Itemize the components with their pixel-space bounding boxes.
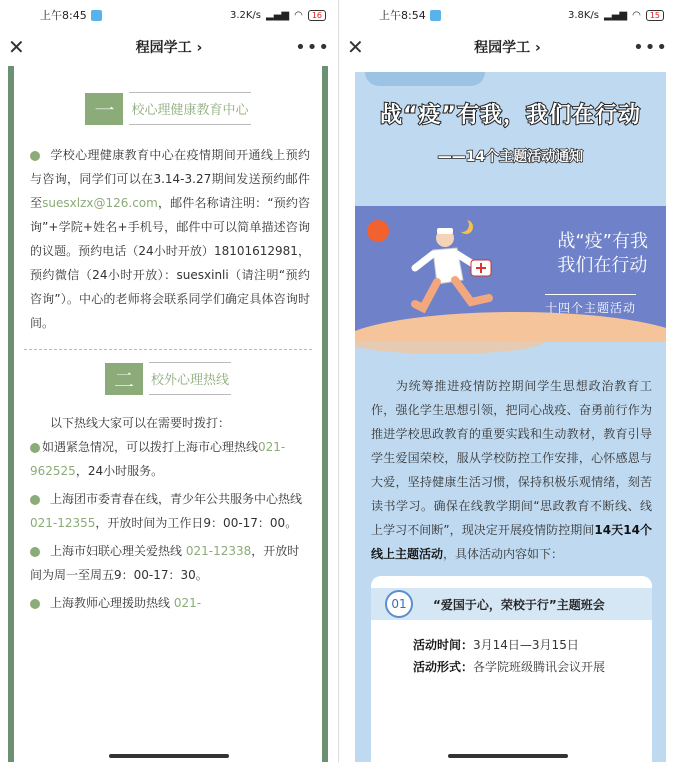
banner-text: 战“疫”有我 我们在行动 (557, 231, 648, 276)
bullet-dot-icon (30, 495, 40, 505)
activity-title: “爱国于心，荣校于行”主题班会 (433, 597, 605, 612)
phone-link[interactable]: 021-12338 (185, 544, 252, 558)
network-speed: 3.2K/s (229, 9, 261, 21)
battery-icon: 16 (308, 10, 326, 21)
poster-subtitle: ——14个主题活动通知 (437, 149, 584, 165)
page-title[interactable]: 程园学工 › (474, 40, 541, 56)
wifi-icon: ◠ (632, 9, 641, 21)
network-speed: 3.8K/s (567, 9, 599, 21)
divider (24, 349, 312, 350)
hotline-item: 上海市妇联心理关爱热线 021-12338，开放时间为周一至周五9：00-17：30。 (30, 544, 300, 582)
hotline-item: 上海教师心理援助热线 021- (14, 591, 322, 615)
more-options-icon[interactable]: ••• (295, 36, 330, 58)
status-time: 上午8:45 (40, 9, 87, 22)
bullet-dot-icon (30, 599, 40, 609)
activity-number: 01 (385, 590, 413, 618)
phone-link[interactable]: 021-12355 (30, 516, 96, 530)
hotline-item: 上海团市委青春在线，青少年公共服务中心热线021-12355，开放时间为工作日9：00-17：00。 (30, 492, 303, 530)
banner-subtext: 十四个主题活动 (545, 294, 636, 316)
cloud-decoration (365, 72, 485, 86)
right-screen (338, 0, 676, 762)
activity-form: 活动形式：各学院班级腾讯会议开展 (413, 660, 606, 674)
wifi-icon: ◠ (294, 9, 303, 21)
phone-link[interactable]: 021-962525 (30, 440, 286, 478)
article-content (8, 66, 328, 762)
email-link[interactable]: suesxlzx@126.com (42, 196, 158, 210)
poster-header (355, 72, 666, 206)
app-notification-icon (91, 10, 102, 21)
status-time: 上午8:54 (379, 9, 426, 22)
signal-icon: ▂▄▆ (266, 9, 290, 21)
activity-card-header (371, 588, 652, 620)
close-icon[interactable]: ✕ (347, 35, 364, 59)
intro-paragraph: 为统筹推进疫情防控期间学生思想政治教育工作，强化学生思想引领，把同心战疫、奋勇前行作为推进学校思政教育的重要实践和生动教材，教育引导学生爱国荣校，服从学校防控工作安排，心怀感恩与大爱，坚持健康生活习惯，保持积极乐观情绪，刻苦读书学习。确保在线教学期间“思政教育不断线、线上学习不间断”，现决定开展疫情防控期间14天14个线上主题活动，具体活动内容如下： (371, 379, 652, 561)
poster-banner (355, 206, 666, 342)
nav-bar (339, 30, 676, 64)
section-number: 二 (105, 363, 143, 395)
home-indicator[interactable] (109, 754, 229, 758)
cloud-decoration (355, 342, 666, 368)
status-bar (0, 0, 338, 30)
page-title[interactable]: 程园学工 › (135, 40, 203, 56)
section-header-1 (14, 92, 322, 125)
bullet-dot-icon (30, 443, 40, 453)
poster-title: 战“疫”有我，我们在行动 (380, 103, 641, 128)
hotline-intro: 以下热线大家可以在需要时拨打： (50, 416, 231, 430)
phone-link[interactable]: 021- (173, 596, 202, 610)
running-doctor-illustration (393, 224, 503, 324)
activity-time: 活动时间：3月14日—3月15日 (413, 638, 579, 652)
counseling-paragraph: 学校心理健康教育中心在疫情期间开通线上预约与咨询，同学们可以在3.14-3.27期间发送预约邮件至suesxlzx@126.com，邮件名称请注明：“预约咨询”+学院+姓名+手机号，邮件中可以简单描述咨询的议题。预约电话（24小时开放）18101612981，预约微信（24小时开放）：suesxinli（请注明“预约咨询”）。中心的老师将会联系同学们确定具体咨询时间。 (30, 148, 310, 330)
more-options-icon[interactable]: ••• (633, 36, 668, 58)
hotline-item: 如遇紧急情况，可以拨打上海市心理热线021-962525，24小时服务。 (30, 440, 286, 478)
bullet-dot-icon (30, 151, 40, 161)
section-title: 校外心理热线 (149, 362, 231, 395)
nav-bar (0, 30, 338, 64)
signal-icon: ▂▄▆ (604, 9, 628, 21)
activity-card[interactable] (371, 576, 652, 762)
sun-icon (367, 220, 389, 242)
close-icon[interactable]: ✕ (8, 35, 25, 59)
home-indicator[interactable] (448, 754, 568, 758)
section-title: 校心理健康教育中心 (129, 92, 250, 125)
status-bar (339, 0, 676, 30)
section-header-2 (14, 362, 322, 395)
bullet-dot-icon (30, 547, 40, 557)
app-notification-icon (430, 10, 441, 21)
battery-icon: 15 (646, 10, 664, 21)
section-number: 一 (85, 93, 123, 125)
